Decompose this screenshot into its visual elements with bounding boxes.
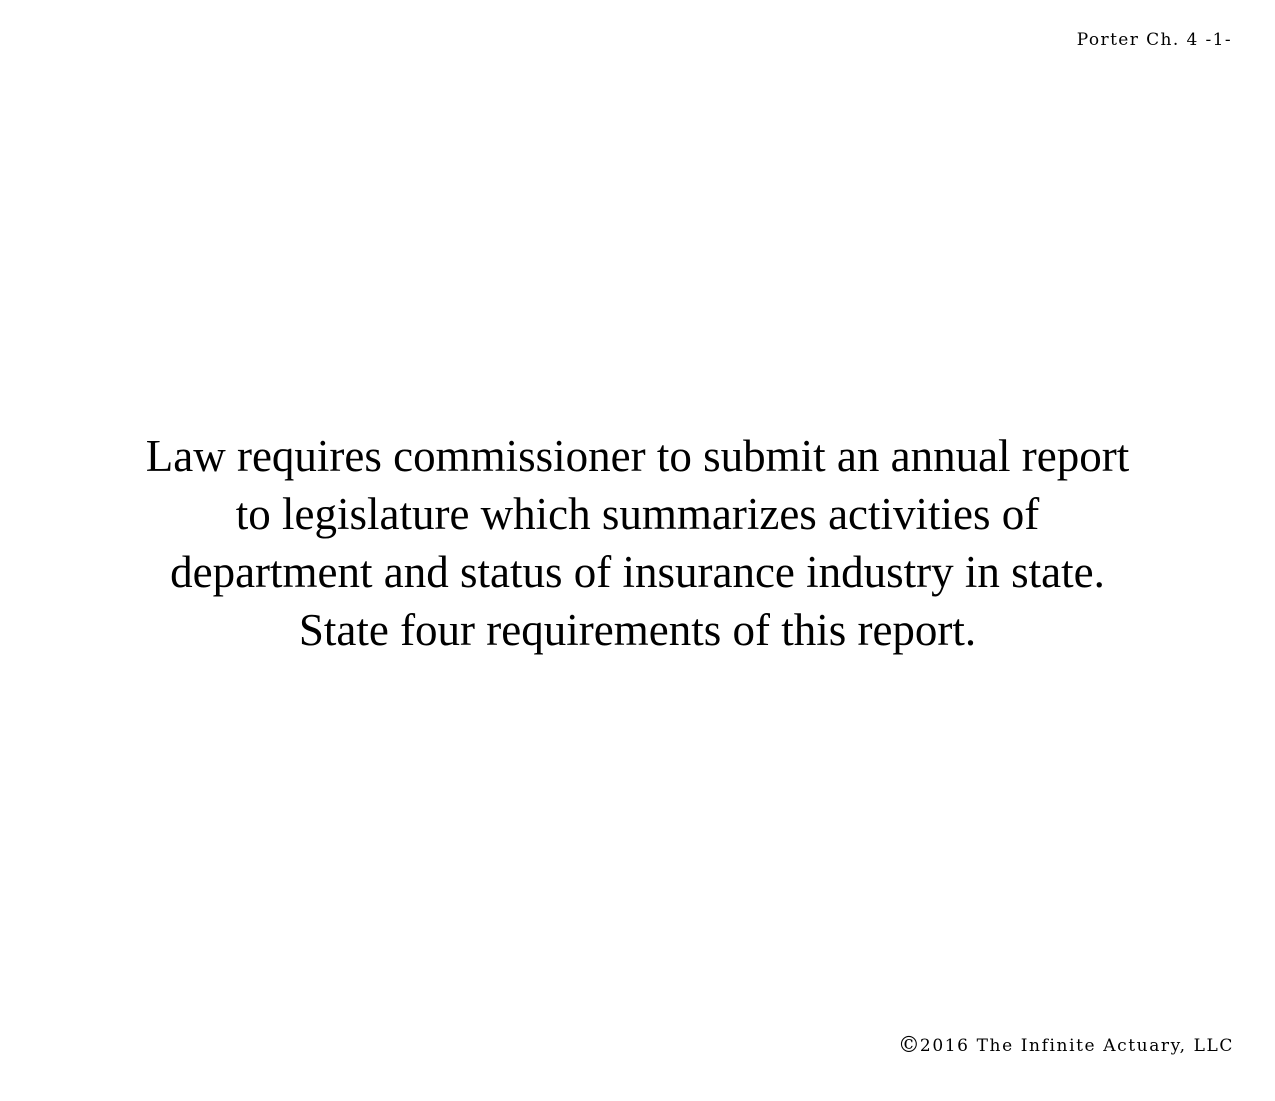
flashcard-question — [0, 427, 1275, 659]
question-line: State four requirements of this report. — [298, 605, 977, 655]
copyright-text: 2016 The Infinite Actuary, LLC — [919, 1036, 1234, 1056]
question-line: department and status of insurance industry in state. — [170, 547, 1105, 597]
page-header — [1077, 30, 1232, 50]
copyright-icon: © — [897, 1033, 920, 1058]
copyright-footer — [898, 1033, 1234, 1058]
page-label: Porter Ch. 4 -1- — [1076, 30, 1232, 50]
question-line: to legislature which summarizes activities of — [235, 489, 1040, 539]
question-line: Law requires commissioner to submit an annual report — [145, 431, 1130, 481]
